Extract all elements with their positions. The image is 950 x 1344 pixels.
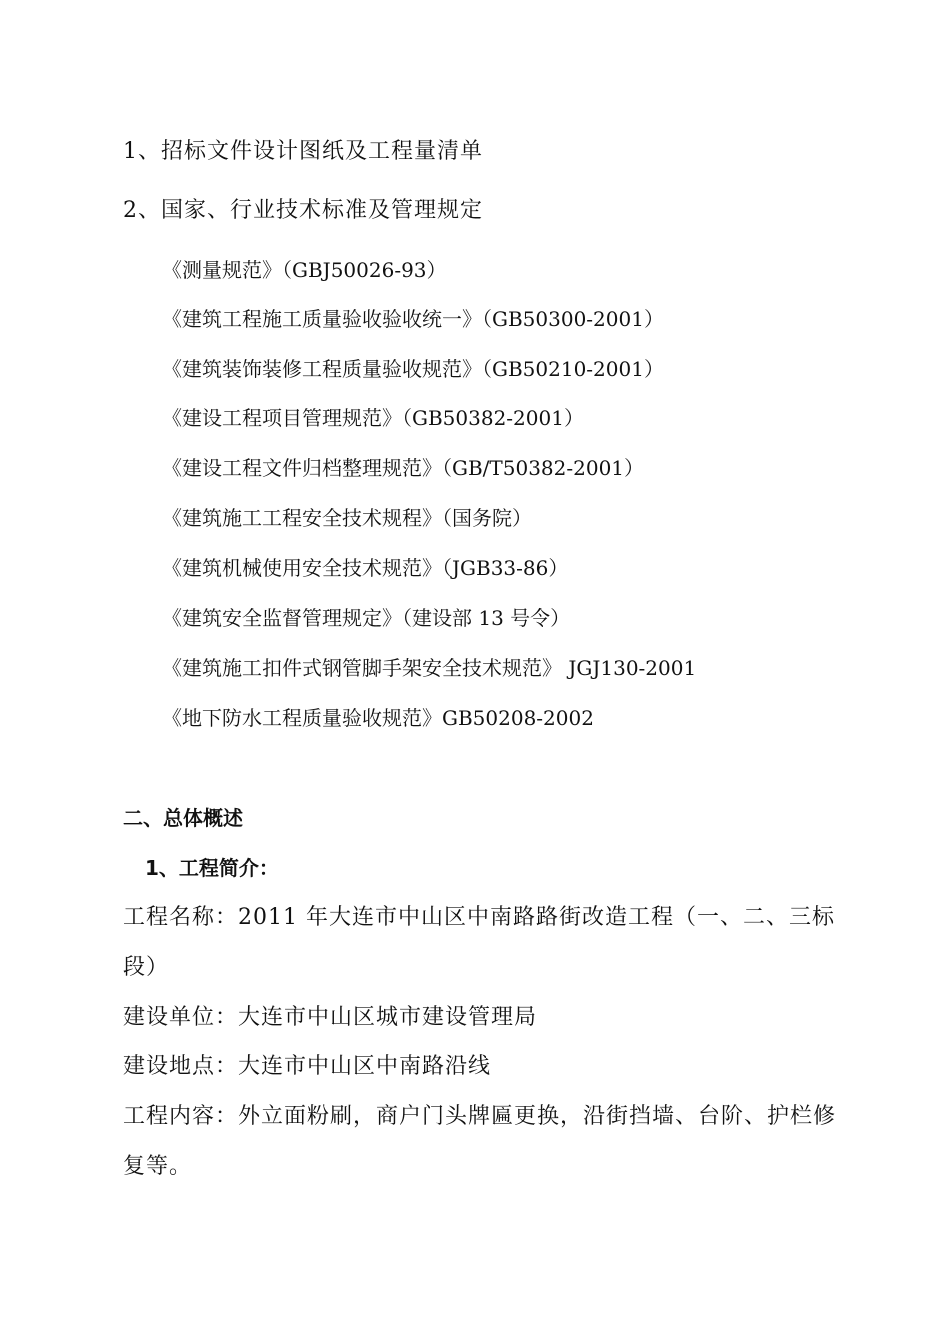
project-content-line-1: 工程内容：外立面粉刷，商户门头牌匾更换，沿街挡墙、台阶、护栏修 bbox=[123, 1104, 837, 1129]
project-name-line-1: 工程名称：2011 年大连市中山区中南路路街改造工程（一、二、三标 bbox=[123, 905, 835, 930]
section-heading: 二、总体概述 bbox=[123, 806, 243, 830]
standard-item: 《建筑施工工程安全技术规程》（国务院） bbox=[162, 506, 532, 530]
standard-item: 《建筑安全监督管理规定》（建设部 13 号令） bbox=[162, 606, 571, 630]
project-location: 建设地点：大连市中山区中南路沿线 bbox=[123, 1054, 492, 1079]
standard-item: 《建筑工程施工质量验收验收统一》（GB50300-2001） bbox=[162, 307, 664, 331]
standard-item: 《建设工程文件归档整理规范》（GB/T50382-2001） bbox=[162, 456, 645, 480]
standard-item: 《测量规范》（GBJ50026-93） bbox=[162, 258, 447, 282]
standard-item: 《建筑机械使用安全技术规范》（JGB33-86） bbox=[162, 556, 569, 580]
standard-item: 《地下防水工程质量验收规范》GB50208-2002 bbox=[162, 706, 594, 730]
project-name-line-2: 段） bbox=[123, 955, 170, 980]
basis-item-2: 2、国家、行业技术标准及管理规定 bbox=[123, 198, 483, 223]
standard-item: 《建筑施工扣件式钢管脚手架安全技术规范》 JGJ130-2001 bbox=[162, 656, 697, 680]
project-content-line-2: 复等。 bbox=[123, 1154, 193, 1179]
standard-item: 《建筑装饰装修工程质量验收规范》（GB50210-2001） bbox=[162, 357, 664, 381]
standard-item: 《建设工程项目管理规范》（GB50382-2001） bbox=[162, 406, 584, 430]
basis-item-1: 1、招标文件设计图纸及工程量清单 bbox=[123, 139, 483, 164]
subsection-heading: 1、工程简介： bbox=[145, 856, 279, 880]
project-owner: 建设单位：大连市中山区城市建设管理局 bbox=[123, 1005, 538, 1030]
